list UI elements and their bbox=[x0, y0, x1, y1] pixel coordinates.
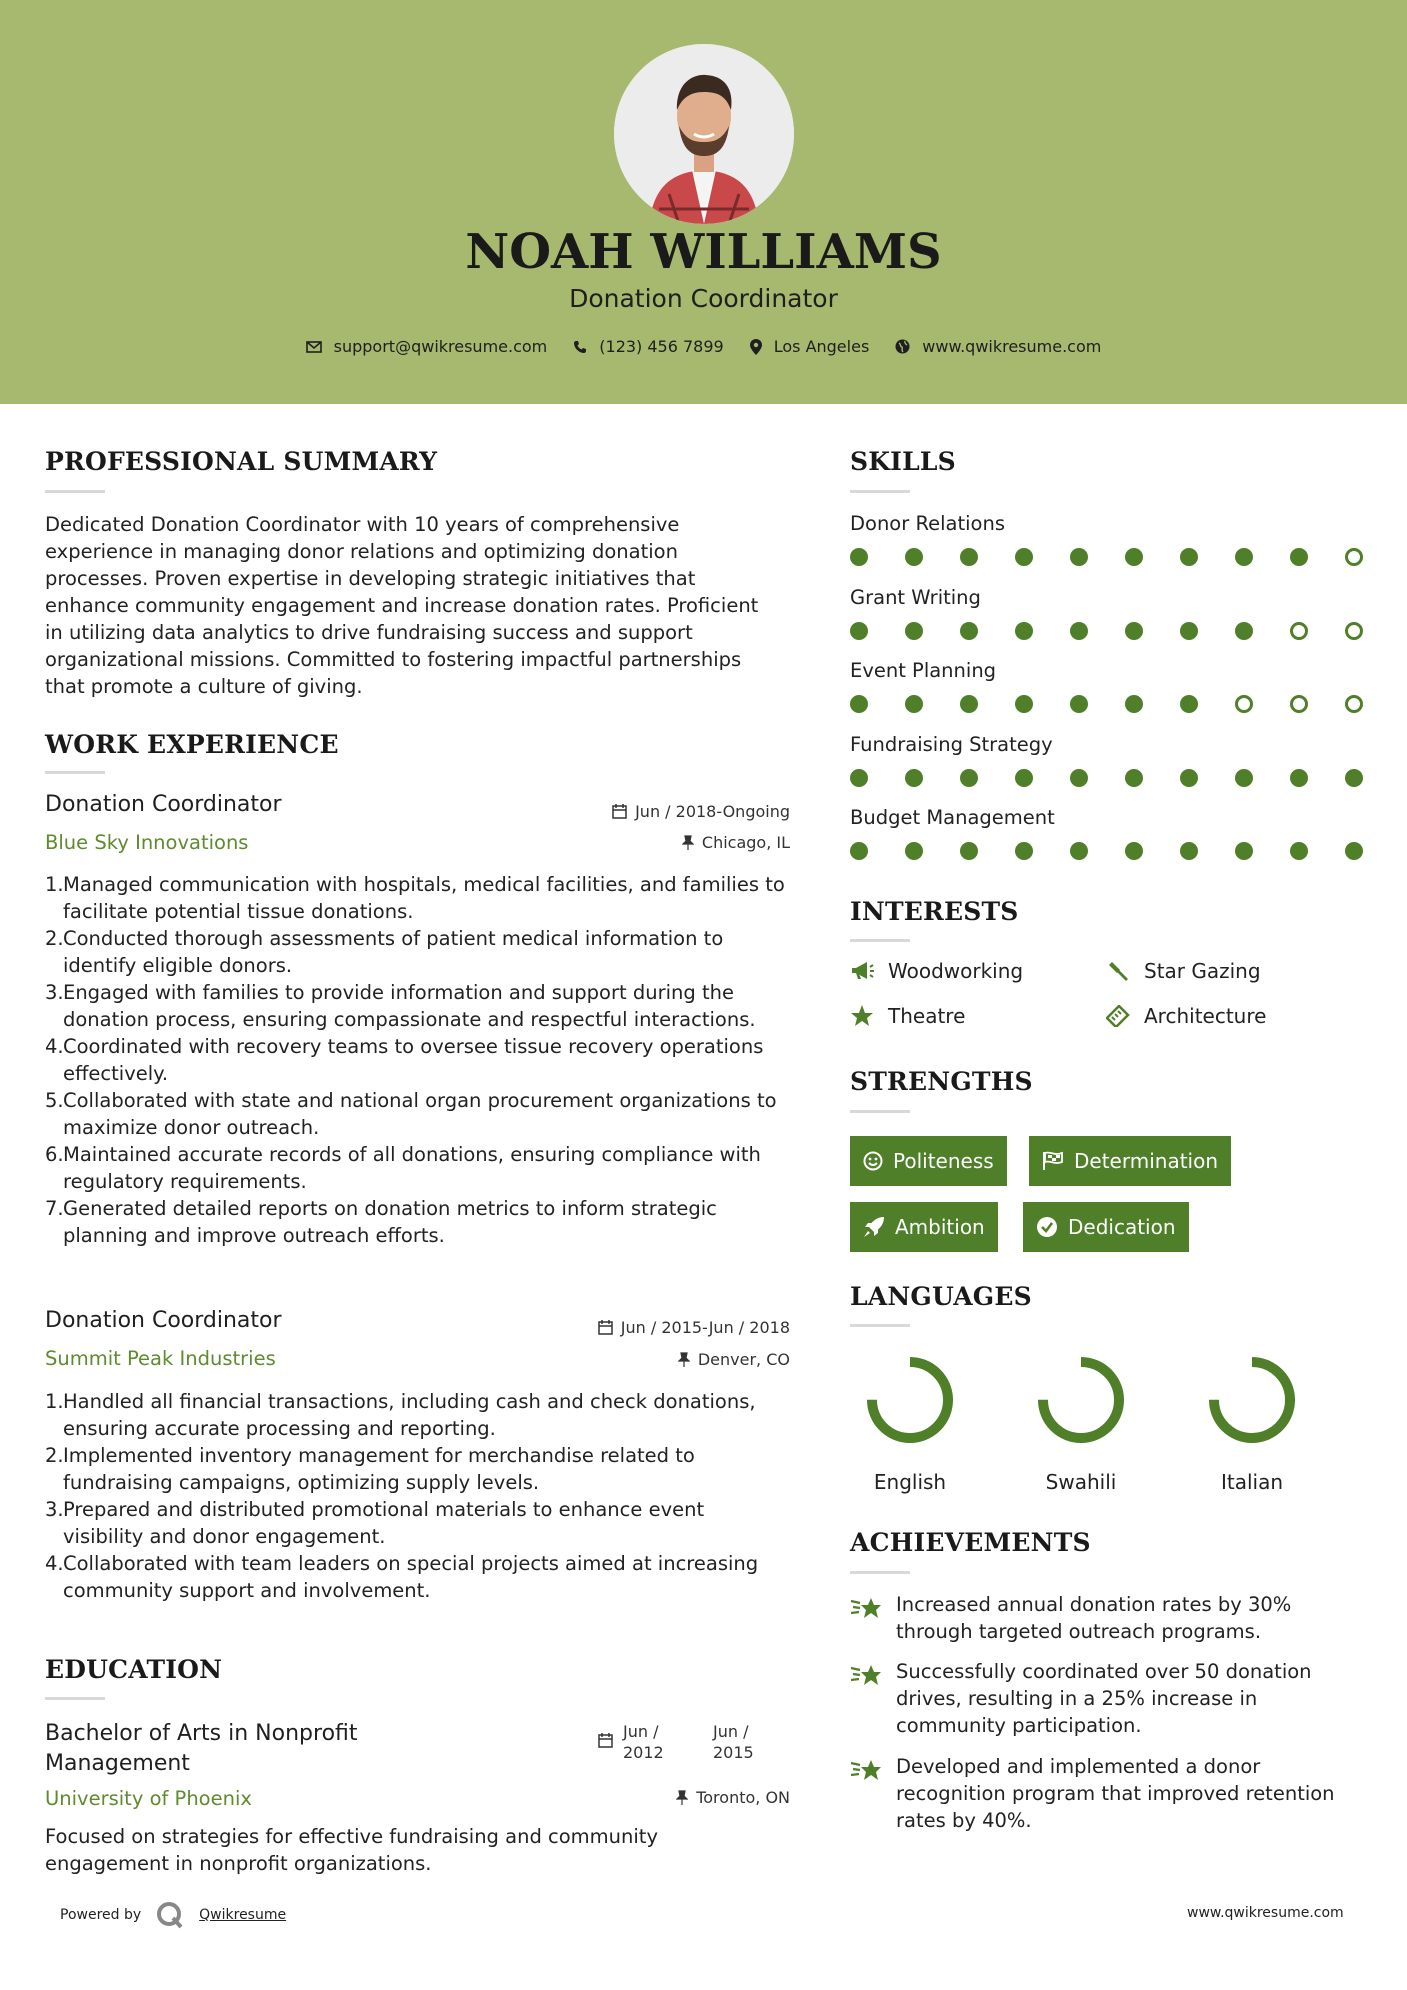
website-text: www.qwikresume.com bbox=[922, 337, 1102, 356]
skill-dot-empty bbox=[1345, 695, 1363, 713]
shooting-star-icon bbox=[850, 1595, 884, 1621]
skill-dot-filled bbox=[1015, 695, 1033, 713]
skill-dot-filled bbox=[1290, 548, 1308, 566]
language-gauge-arc bbox=[872, 1362, 948, 1438]
skill-dot-filled bbox=[960, 842, 978, 860]
skill-dot-filled bbox=[960, 695, 978, 713]
list-item: 4. Collaborated with team leaders on special projects aimed at increasing community support and involvement. bbox=[45, 1552, 759, 1602]
smile-icon bbox=[863, 1151, 883, 1171]
list-item: 1. Handled all financial transactions, including cash and check donations, ensuring accurate processing and reporting. bbox=[45, 1390, 756, 1440]
email-text: support@qwikresume.com bbox=[333, 337, 548, 356]
skill-dot-empty bbox=[1235, 695, 1253, 713]
education-dates bbox=[598, 1721, 754, 1763]
header-banner bbox=[0, 0, 1407, 404]
contact-location bbox=[750, 337, 870, 356]
skill-dot-filled bbox=[1180, 769, 1198, 787]
language-label: Swahili bbox=[1045, 1470, 1117, 1494]
school-name: University of Phoenix bbox=[45, 1787, 252, 1810]
language-item bbox=[1187, 1350, 1317, 1494]
skill-dot-filled bbox=[1180, 622, 1198, 640]
ruler-pencil-icon bbox=[1106, 1005, 1130, 1027]
job-date-text: Jun / 2015-Jun / 2018 bbox=[620, 1318, 790, 1337]
shooting-star-icon bbox=[850, 1662, 884, 1688]
rocket-icon bbox=[863, 1216, 885, 1238]
qwikresume-logo-icon bbox=[155, 1900, 185, 1930]
gavel-icon bbox=[1106, 960, 1130, 982]
phone-icon bbox=[573, 340, 587, 354]
list-item: 6. Maintained accurate records of all donations, ensuring compliance with regulatory requirements. bbox=[45, 1143, 761, 1193]
section-rule bbox=[45, 771, 105, 774]
job-location-text: Chicago, IL bbox=[701, 833, 790, 852]
check-circle-icon bbox=[1036, 1216, 1058, 1238]
education-description: Focused on strategies for effective fundraising and community engagement in nonprofit organizations. bbox=[45, 1825, 658, 1875]
section-title-skills: SKILLS bbox=[850, 447, 956, 476]
skill-dot-filled bbox=[1125, 769, 1143, 787]
powered-by-text: Powered by bbox=[60, 1907, 142, 1923]
checkered-flag-icon bbox=[1042, 1151, 1064, 1171]
education-location-text: Toronto, ON bbox=[696, 1788, 790, 1807]
skill-dot-filled bbox=[1125, 695, 1143, 713]
skill-dot-filled bbox=[1235, 548, 1253, 566]
job-date-text: Jun / 2018-Ongoing bbox=[635, 802, 790, 821]
section-title-achievements: ACHIEVEMENTS bbox=[850, 1528, 1091, 1557]
language-gauge bbox=[1031, 1350, 1131, 1450]
skill-dot-filled bbox=[1015, 842, 1033, 860]
skill-dot-filled bbox=[960, 548, 978, 566]
section-rule bbox=[850, 490, 910, 493]
strength-badge bbox=[1023, 1202, 1189, 1252]
skill-dot-filled bbox=[905, 842, 923, 860]
strength-badge bbox=[850, 1202, 998, 1252]
star-icon bbox=[850, 1005, 874, 1027]
section-title-languages: LANGUAGES bbox=[850, 1282, 1032, 1311]
skill-rating bbox=[850, 622, 1370, 642]
degree-line-1: Bachelor of Arts in Nonprofit bbox=[45, 1721, 358, 1746]
education-end: Jun / 2015 bbox=[713, 1722, 754, 1762]
degree-title bbox=[45, 1719, 358, 1779]
job-company: Summit Peak Industries bbox=[45, 1347, 276, 1370]
job-location-text: Denver, CO bbox=[697, 1350, 790, 1369]
skill-dot-filled bbox=[1180, 548, 1198, 566]
skill-label: Fundraising Strategy bbox=[850, 732, 1053, 756]
list-item: 3. Engaged with families to provide information and support during the donation process, ensuring compassionate and respectful interactions. bbox=[45, 981, 756, 1031]
contact-bar bbox=[0, 337, 1407, 356]
achievement-item bbox=[850, 1591, 1360, 1645]
profile-photo bbox=[614, 44, 794, 224]
language-label: Italian bbox=[1220, 1470, 1284, 1494]
interest-item bbox=[850, 1004, 965, 1028]
section-title-strengths: STRENGTHS bbox=[850, 1067, 1033, 1096]
contact-website[interactable] bbox=[895, 337, 1101, 356]
megaphone-icon bbox=[850, 961, 874, 981]
achievement-item bbox=[850, 1658, 1360, 1739]
list-item: 2. Conducted thorough assessments of patient medical information to identify eligible donors. bbox=[45, 927, 724, 977]
calendar-icon bbox=[598, 1733, 613, 1748]
achievement-item bbox=[850, 1753, 1360, 1834]
skill-dot-filled bbox=[850, 769, 868, 787]
interest-label: Architecture bbox=[1144, 1004, 1267, 1028]
pushpin-icon bbox=[676, 1790, 688, 1805]
map-pin-icon bbox=[750, 339, 762, 355]
section-rule bbox=[850, 1324, 910, 1327]
language-item bbox=[845, 1350, 975, 1494]
skill-dot-filled bbox=[1235, 769, 1253, 787]
achievement-text: Increased annual donation rates by 30% through targeted outreach programs. bbox=[896, 1593, 1292, 1643]
section-rule bbox=[850, 939, 910, 942]
skill-dot-filled bbox=[905, 695, 923, 713]
skill-dot-filled bbox=[1125, 548, 1143, 566]
candidate-name: NOAH WILLIAMS bbox=[465, 224, 942, 280]
skill-dot-filled bbox=[1345, 769, 1363, 787]
job-date bbox=[500, 1318, 790, 1337]
skill-dot-filled bbox=[1070, 695, 1088, 713]
section-rule bbox=[850, 1110, 910, 1113]
skill-label: Budget Management bbox=[850, 806, 1055, 829]
skill-dot-filled bbox=[1235, 842, 1253, 860]
skill-dot-filled bbox=[1070, 769, 1088, 787]
calendar-icon bbox=[598, 1320, 613, 1335]
skill-rating bbox=[850, 695, 1370, 715]
skill-dot-filled bbox=[1345, 842, 1363, 860]
section-rule bbox=[850, 1571, 910, 1574]
job-role: Donation Coordinator bbox=[45, 792, 282, 817]
list-item: 3. Prepared and distributed promotional materials to enhance event visibility and donor engagement. bbox=[45, 1498, 705, 1548]
skill-label: Grant Writing bbox=[850, 585, 981, 609]
education-start: Jun / 2012 bbox=[623, 1722, 664, 1762]
language-gauge-arc bbox=[1214, 1362, 1290, 1438]
achievement-text: Successfully coordinated over 50 donation drives, resulting in a 25% increase in community participation. bbox=[896, 1660, 1312, 1737]
skill-dot-filled bbox=[1070, 548, 1088, 566]
language-gauge bbox=[1202, 1350, 1302, 1450]
list-item: 7. Generated detailed reports on donation metrics to inform strategic planning and improve outreach efforts. bbox=[45, 1197, 717, 1247]
skill-dot-empty bbox=[1290, 622, 1308, 640]
section-title-interests: INTERESTS bbox=[850, 897, 1019, 926]
language-label: English bbox=[873, 1470, 947, 1494]
skill-dot-filled bbox=[1070, 622, 1088, 640]
globe-icon bbox=[895, 339, 910, 354]
list-item: 2. Implemented inventory management for merchandise related to fundraising campaigns, optimizing supply levels. bbox=[45, 1444, 695, 1494]
strength-badge bbox=[1029, 1136, 1231, 1186]
phone-text: (123) 456 7899 bbox=[599, 337, 724, 356]
job-location bbox=[500, 833, 790, 852]
section-title-summary: PROFESSIONAL SUMMARY bbox=[45, 447, 438, 476]
skill-dot-filled bbox=[1290, 842, 1308, 860]
pushpin-icon bbox=[682, 835, 694, 850]
job-company: Blue Sky Innovations bbox=[45, 831, 249, 854]
skill-dot-filled bbox=[1235, 622, 1253, 640]
skill-dot-filled bbox=[960, 769, 978, 787]
skill-dot-filled bbox=[905, 548, 923, 566]
skill-label: Donor Relations bbox=[850, 512, 1006, 535]
interest-item bbox=[1106, 1004, 1266, 1028]
list-item: 4. Coordinated with recovery teams to oversee tissue recovery operations effectively. bbox=[45, 1035, 764, 1085]
strength-label: Determination bbox=[1074, 1149, 1219, 1173]
skill-dot-filled bbox=[905, 769, 923, 787]
interest-item bbox=[850, 959, 1023, 983]
skill-dot-filled bbox=[1290, 769, 1308, 787]
language-gauge-arc bbox=[1043, 1362, 1119, 1438]
degree-line-2: Management bbox=[45, 1751, 190, 1776]
skill-rating bbox=[850, 548, 1370, 568]
job-title: Donation Coordinator bbox=[569, 284, 838, 313]
section-rule bbox=[45, 490, 105, 493]
list-item: 1. Managed communication with hospitals, medical facilities, and families to facilitate potential tissue donations. bbox=[45, 873, 785, 923]
footer-powered-by bbox=[60, 1900, 286, 1930]
job-location bbox=[500, 1350, 790, 1369]
location-text: Los Angeles bbox=[773, 337, 870, 356]
interest-label: Star Gazing bbox=[1144, 959, 1261, 983]
summary-text: Dedicated Donation Coordinator with 10 years of comprehensive experience in managing donor relations and optimizing donation processes. Proven expertise in developing strategic initiatives that enhance community engagement and increase donation rates. Proficient in utilizing data analytics to drive fundraising success and support organizational missions. Committed to fostering impactful partnerships that promote a culture of giving. bbox=[45, 513, 759, 698]
skill-dot-filled bbox=[1125, 622, 1143, 640]
envelope-icon bbox=[306, 341, 322, 353]
skill-dot-filled bbox=[850, 622, 868, 640]
skill-dot-filled bbox=[960, 622, 978, 640]
job-duties bbox=[45, 1388, 785, 1604]
skill-dot-filled bbox=[850, 842, 868, 860]
strength-label: Politeness bbox=[893, 1149, 994, 1173]
pushpin-icon bbox=[678, 1352, 690, 1367]
contact-email[interactable] bbox=[306, 337, 548, 356]
interest-label: Woodworking bbox=[888, 959, 1024, 983]
calendar-icon bbox=[612, 804, 627, 819]
job-duties bbox=[45, 871, 785, 1249]
language-gauge bbox=[860, 1350, 960, 1450]
skill-dot-empty bbox=[1345, 622, 1363, 640]
strength-label: Dedication bbox=[1068, 1215, 1176, 1239]
interest-item bbox=[1106, 959, 1261, 983]
section-title-education: EDUCATION bbox=[45, 1655, 223, 1684]
skill-dot-filled bbox=[850, 548, 868, 566]
footer-website[interactable]: www.qwikresume.com bbox=[1187, 1905, 1344, 1921]
strength-badge bbox=[850, 1136, 1007, 1186]
contact-phone[interactable] bbox=[573, 337, 723, 356]
skill-dot-filled bbox=[1015, 769, 1033, 787]
skill-dot-filled bbox=[1180, 695, 1198, 713]
skill-rating bbox=[850, 769, 1370, 789]
skill-dot-filled bbox=[1015, 622, 1033, 640]
skill-dot-filled bbox=[850, 695, 868, 713]
skill-dot-empty bbox=[1345, 548, 1363, 566]
language-item bbox=[1016, 1350, 1146, 1494]
job-date bbox=[500, 802, 790, 821]
skill-dot-empty bbox=[1290, 695, 1308, 713]
shooting-star-icon bbox=[850, 1757, 884, 1783]
list-item: 5. Collaborated with state and national organ procurement organizations to maximize donor outreach. bbox=[45, 1089, 777, 1139]
section-rule bbox=[45, 1697, 105, 1700]
skill-dot-filled bbox=[1070, 842, 1088, 860]
strength-label: Ambition bbox=[895, 1215, 985, 1239]
skill-rating bbox=[850, 842, 1370, 862]
section-title-experience: WORK EXPERIENCE bbox=[45, 730, 339, 759]
skill-label: Event Planning bbox=[850, 659, 997, 682]
skill-dot-filled bbox=[1125, 842, 1143, 860]
skill-dot-filled bbox=[905, 622, 923, 640]
job-role: Donation Coordinator bbox=[45, 1308, 282, 1333]
qwikresume-link[interactable]: Qwikresume bbox=[199, 1907, 287, 1923]
interest-label: Theatre bbox=[888, 1004, 966, 1028]
achievement-text: Developed and implemented a donor recognition program that improved retention rates by 40%. bbox=[896, 1755, 1335, 1832]
education-location bbox=[500, 1788, 790, 1807]
skill-dot-filled bbox=[1015, 548, 1033, 566]
skill-dot-filled bbox=[1180, 842, 1198, 860]
